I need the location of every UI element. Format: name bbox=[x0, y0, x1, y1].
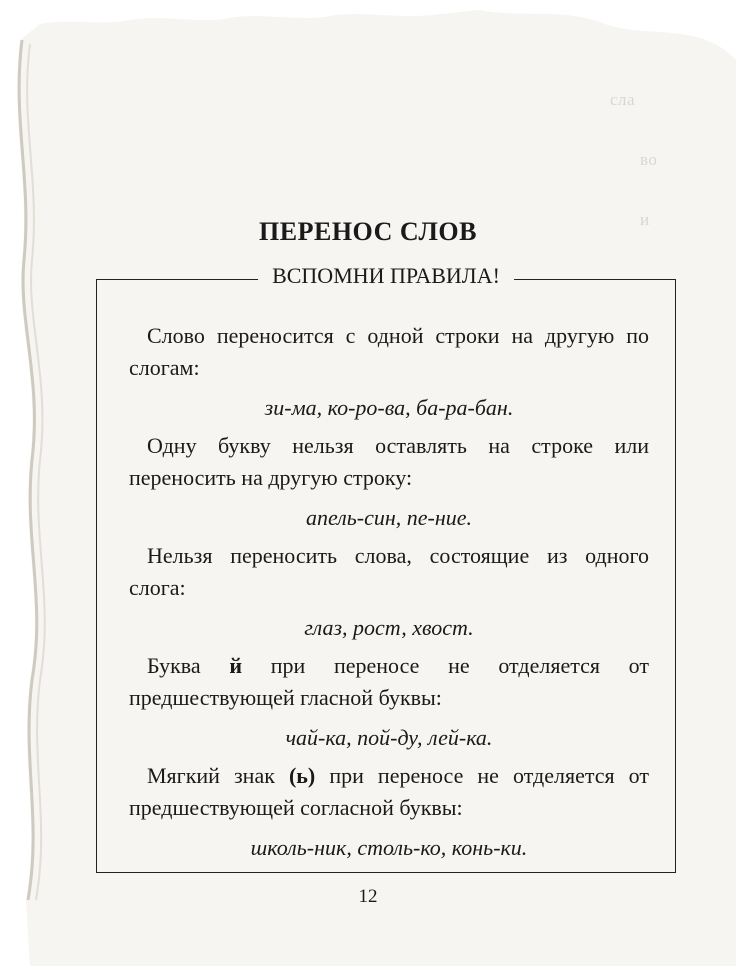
box-header: ВСПОМНИ ПРАВИЛА! bbox=[258, 263, 514, 289]
page-title: ПЕРЕНОС СЛОВ bbox=[259, 217, 477, 247]
rule-text bbox=[129, 540, 649, 604]
rule-text bbox=[129, 650, 649, 714]
page-number: 12 bbox=[358, 886, 378, 907]
rules-box bbox=[96, 263, 676, 873]
rule-example: глаз, рост, хвост. bbox=[304, 615, 474, 640]
rule-text-bold: й bbox=[229, 653, 243, 678]
rule-text-part: при переносе не отделяется от предшествующей согласной буквы: bbox=[129, 763, 649, 820]
rule-text-part: Одну букву нельзя оставлять на строке или переносить на другую строку: bbox=[129, 433, 649, 490]
rule-example: апель-син, пе-ние. bbox=[305, 505, 473, 530]
bleed-through-text: сла bbox=[610, 90, 636, 109]
rule-example: зи-ма, ко-ро-ва, ба-ра-бан. bbox=[264, 395, 514, 420]
rule-text-part: Слово переносится с одной строки на другую по слогам: bbox=[129, 323, 649, 380]
rule-text bbox=[129, 320, 649, 384]
rule-text-part: Нельзя переносить слова, состоящие из одного слога: bbox=[129, 543, 649, 600]
rule-text-bold: (ь) bbox=[288, 763, 316, 788]
rule-example: чай-ка, пой-ду, лей-ка. bbox=[285, 725, 493, 750]
rule-text-part: Мягкий знак bbox=[147, 763, 289, 788]
bleed-through-text: во bbox=[640, 150, 658, 169]
rules-list bbox=[129, 320, 649, 870]
bleed-through-text: и bbox=[640, 210, 650, 229]
rule-text bbox=[129, 760, 649, 824]
rule-text bbox=[129, 430, 649, 494]
rule-text-part: при переносе не отделяется от предшествующей гласной буквы: bbox=[129, 653, 649, 710]
rule-example: школь-ник, столь-ко, конь-ки. bbox=[250, 835, 528, 860]
rule-text-part: Буква bbox=[147, 653, 230, 678]
